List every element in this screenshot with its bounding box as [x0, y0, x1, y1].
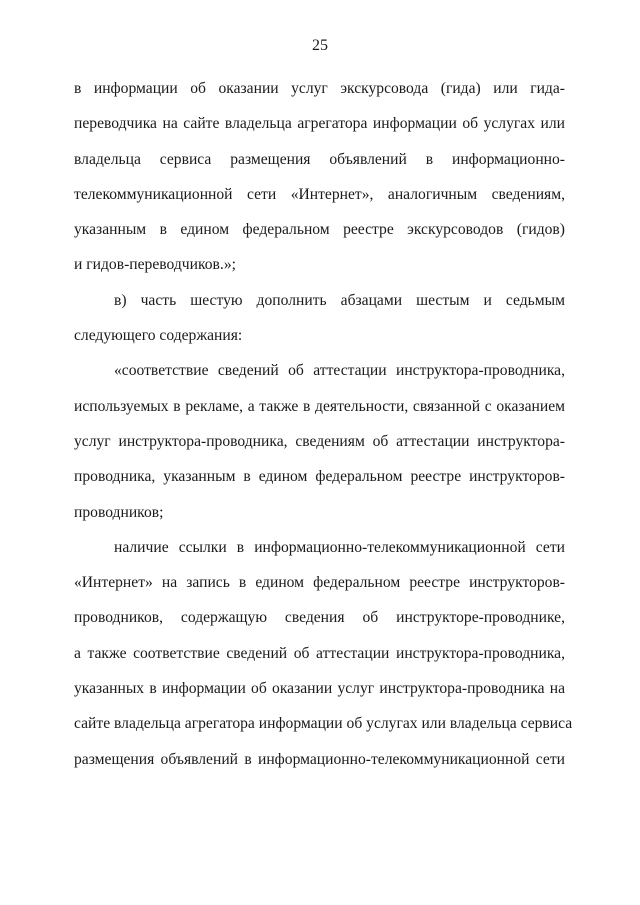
text-line: размещения объявлений в информационно-телекоммуникационной сети: [74, 750, 565, 768]
document-body: [74, 76, 573, 782]
text-line: используемых в рекламе, а также в деятельности, связанной с оказанием: [74, 397, 565, 415]
text-line: переводчика на сайте владельца агрегатора информации об услугах или: [74, 115, 565, 133]
text-line: проводников, содержащую сведения об инструкторе-проводнике,: [74, 609, 565, 627]
text-line: следующего содержания:: [74, 327, 243, 345]
text-line: проводника, указанным в едином федеральном реестре инструкторов-: [74, 468, 565, 486]
text-line: указанным в едином федеральном реестре экскурсоводов (гидов): [74, 221, 565, 239]
page-number: 25: [312, 37, 328, 54]
text-line: в информации об оказании услуг экскурсовода (гида) или гида-: [74, 80, 565, 97]
text-line: проводников;: [74, 503, 164, 521]
text-line: указанных в информации об оказании услуг инструктора-проводника на: [74, 680, 565, 698]
text-line: услуг инструктора-проводника, сведениям об аттестации инструктора-: [74, 432, 565, 450]
text-line: сайте владельца агрегатора информации об услугах или владельца сервиса: [74, 715, 573, 733]
text-line: и гидов-переводчиков.»;: [74, 256, 236, 274]
text-line: «соответствие сведений об аттестации инструктора-проводника,: [114, 362, 565, 380]
text-line: а также соответствие сведений об аттестации инструктора-проводника,: [74, 644, 565, 662]
text-line: владельца сервиса размещения объявлений в информационно-: [74, 150, 565, 168]
text-line: «Интернет» на запись в едином федеральном реестре инструкторов-: [74, 574, 565, 592]
text-line: телекоммуникационной сети «Интернет», аналогичным сведениям,: [74, 185, 565, 203]
text-line: в) часть шестую дополнить абзацами шестым и седьмым: [114, 291, 565, 309]
text-line: наличие ссылки в информационно-телекоммуникационной сети: [114, 538, 565, 556]
